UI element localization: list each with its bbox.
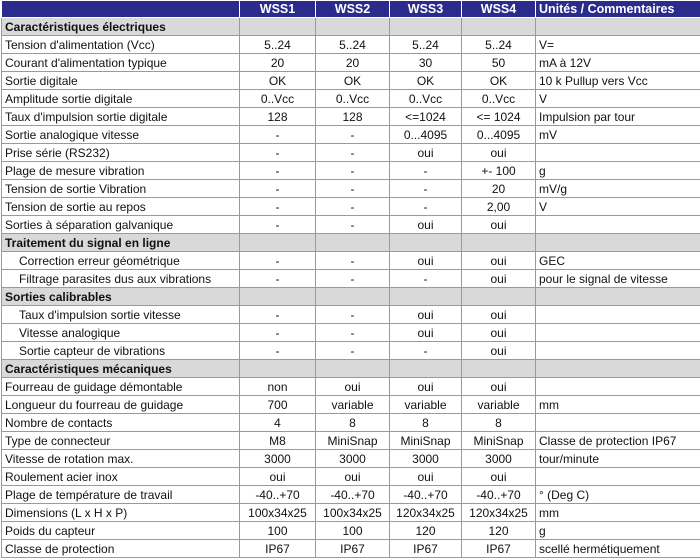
section-header-cell (462, 360, 536, 378)
comment-cell: mm (536, 504, 700, 522)
value-cell: oui (390, 324, 462, 342)
value-cell: 100 (316, 522, 390, 540)
section-header-cell (240, 18, 316, 36)
value-cell: 0..Vcc (316, 90, 390, 108)
table-row (2, 90, 700, 108)
value-cell: 3000 (390, 450, 462, 468)
table-row (2, 252, 700, 270)
comment-cell: tour/minute (536, 450, 700, 468)
table-row (2, 144, 700, 162)
value-cell: 20 (462, 180, 536, 198)
row-label: Plage de mesure vibration (2, 162, 240, 180)
row-label: Amplitude sortie digitale (2, 90, 240, 108)
comment-cell: Classe de protection IP67 (536, 432, 700, 450)
row-label: Nombre de contacts (2, 414, 240, 432)
value-cell: oui (462, 306, 536, 324)
value-cell: - (316, 126, 390, 144)
value-cell: 3000 (240, 450, 316, 468)
table-row (2, 378, 700, 396)
value-cell: oui (462, 324, 536, 342)
value-cell: IP67 (240, 540, 316, 558)
comment-cell: GEC (536, 252, 700, 270)
section-header-cell (462, 18, 536, 36)
value-cell: - (240, 270, 316, 288)
section-header-cell (536, 18, 700, 36)
value-cell: oui (390, 378, 462, 396)
value-cell: - (316, 180, 390, 198)
value-cell: -40..+70 (462, 486, 536, 504)
section-header-cell (316, 234, 390, 252)
value-cell: - (316, 216, 390, 234)
row-label: Prise série (RS232) (2, 144, 240, 162)
value-cell: - (240, 252, 316, 270)
value-cell: 3000 (316, 450, 390, 468)
value-cell: oui (390, 306, 462, 324)
row-label: Taux d'impulsion sortie vitesse (2, 306, 240, 324)
section-title: Caractéristiques électriques (2, 18, 240, 36)
row-label: Tension d'alimentation (Vcc) (2, 36, 240, 54)
comment-cell: V (536, 90, 700, 108)
section-header-cell (316, 18, 390, 36)
value-cell: 0...4095 (390, 126, 462, 144)
value-cell: -40..+70 (316, 486, 390, 504)
value-cell: OK (390, 72, 462, 90)
value-cell: oui (462, 342, 536, 360)
value-cell: variable (316, 396, 390, 414)
row-label: Taux d'impulsion sortie digitale (2, 108, 240, 126)
table-row (2, 432, 700, 450)
value-cell: oui (316, 468, 390, 486)
table-row (2, 162, 700, 180)
value-cell: oui (462, 216, 536, 234)
section-header-cell (240, 234, 316, 252)
table-row (2, 36, 700, 54)
table-row (2, 450, 700, 468)
comment-cell (536, 378, 700, 396)
section-header-cell (536, 360, 700, 378)
value-cell: IP67 (390, 540, 462, 558)
value-cell: - (316, 342, 390, 360)
value-cell: +- 100 (462, 162, 536, 180)
section-header-cell (390, 234, 462, 252)
column-header-wss3: WSS3 (390, 1, 462, 18)
value-cell: MiniSnap (462, 432, 536, 450)
value-cell: 0..Vcc (462, 90, 536, 108)
header-blank (2, 1, 240, 18)
value-cell: - (240, 216, 316, 234)
comment-cell: mV/g (536, 180, 700, 198)
value-cell: 8 (390, 414, 462, 432)
table-row (2, 72, 700, 90)
value-cell: oui (462, 270, 536, 288)
row-label: Sortie analogique vitesse (2, 126, 240, 144)
column-header-comments: Unités / Commentaires (536, 1, 700, 18)
comment-cell (536, 414, 700, 432)
column-header-wss4: WSS4 (462, 1, 536, 18)
value-cell: oui (390, 216, 462, 234)
value-cell: 5..24 (316, 36, 390, 54)
value-cell: - (240, 324, 316, 342)
section-header-cell (240, 288, 316, 306)
comment-cell: Impulsion par tour (536, 108, 700, 126)
section-header-row (2, 288, 700, 306)
value-cell: oui (316, 378, 390, 396)
value-cell: variable (462, 396, 536, 414)
value-cell: 128 (240, 108, 316, 126)
value-cell: variable (390, 396, 462, 414)
row-label: Poids du capteur (2, 522, 240, 540)
table-row (2, 324, 700, 342)
value-cell: 100 (240, 522, 316, 540)
value-cell: - (240, 126, 316, 144)
value-cell: -40..+70 (240, 486, 316, 504)
value-cell: 700 (240, 396, 316, 414)
value-cell: - (316, 306, 390, 324)
row-label: Vitesse de rotation max. (2, 450, 240, 468)
value-cell: - (390, 198, 462, 216)
value-cell: non (240, 378, 316, 396)
value-cell: oui (390, 144, 462, 162)
value-cell: - (240, 306, 316, 324)
value-cell: IP67 (316, 540, 390, 558)
value-cell: oui (462, 252, 536, 270)
value-cell: oui (240, 468, 316, 486)
row-label: Longueur du fourreau de guidage (2, 396, 240, 414)
spec-table (1, 0, 700, 558)
column-header-wss2: WSS2 (316, 1, 390, 18)
value-cell: - (316, 252, 390, 270)
table-row (2, 522, 700, 540)
section-header-cell (462, 234, 536, 252)
section-title: Caractéristiques mécaniques (2, 360, 240, 378)
value-cell: 128 (316, 108, 390, 126)
section-header-cell (316, 360, 390, 378)
value-cell: 4 (240, 414, 316, 432)
value-cell: OK (240, 72, 316, 90)
section-header-cell (462, 288, 536, 306)
row-label: Roulement acier inox (2, 468, 240, 486)
row-label: Filtrage parasites dus aux vibrations (2, 270, 240, 288)
section-title: Sorties calibrables (2, 288, 240, 306)
value-cell: OK (316, 72, 390, 90)
comment-cell (536, 324, 700, 342)
row-label: Sortie capteur de vibrations (2, 342, 240, 360)
comment-cell: 10 k Pullup vers Vcc (536, 72, 700, 90)
section-header-cell (316, 288, 390, 306)
table-row (2, 216, 700, 234)
comment-cell: g (536, 162, 700, 180)
value-cell: 8 (316, 414, 390, 432)
row-label: Type de connecteur (2, 432, 240, 450)
value-cell: oui (390, 468, 462, 486)
table-row (2, 270, 700, 288)
comment-cell (536, 144, 700, 162)
value-cell: 50 (462, 54, 536, 72)
column-header-wss1: WSS1 (240, 1, 316, 18)
comment-cell (536, 468, 700, 486)
section-header-row (2, 234, 700, 252)
section-header-cell (536, 288, 700, 306)
value-cell: - (390, 342, 462, 360)
row-label: Fourreau de guidage démontable (2, 378, 240, 396)
table-row (2, 414, 700, 432)
value-cell: - (390, 180, 462, 198)
value-cell: - (390, 270, 462, 288)
row-label: Courant d'alimentation typique (2, 54, 240, 72)
value-cell: 5..24 (240, 36, 316, 54)
value-cell: 120x34x25 (390, 504, 462, 522)
table-row (2, 342, 700, 360)
value-cell: 0..Vcc (390, 90, 462, 108)
value-cell: 0...4095 (462, 126, 536, 144)
row-label: Sortie digitale (2, 72, 240, 90)
value-cell: - (240, 144, 316, 162)
comment-cell (536, 306, 700, 324)
value-cell: - (240, 342, 316, 360)
value-cell: <= 1024 (462, 108, 536, 126)
comment-cell: mm (536, 396, 700, 414)
value-cell: 30 (390, 54, 462, 72)
section-header-row (2, 360, 700, 378)
comment-cell: pour le signal de vitesse (536, 270, 700, 288)
row-label: Tension de sortie au repos (2, 198, 240, 216)
value-cell: 120 (462, 522, 536, 540)
row-label: Vitesse analogique (2, 324, 240, 342)
table-row (2, 126, 700, 144)
value-cell: - (240, 180, 316, 198)
section-title: Traitement du signal en ligne (2, 234, 240, 252)
comment-cell: mA à 12V (536, 54, 700, 72)
section-header-cell (240, 360, 316, 378)
comment-cell: scellé hermétiquement (536, 540, 700, 558)
comment-cell: V (536, 198, 700, 216)
value-cell: M8 (240, 432, 316, 450)
value-cell: 100x34x25 (316, 504, 390, 522)
table-row (2, 396, 700, 414)
table-row (2, 504, 700, 522)
value-cell: - (240, 198, 316, 216)
value-cell: 120x34x25 (462, 504, 536, 522)
section-header-cell (390, 360, 462, 378)
value-cell: OK (462, 72, 536, 90)
comment-cell: g (536, 522, 700, 540)
table-row (2, 54, 700, 72)
row-label: Classe de protection (2, 540, 240, 558)
value-cell: 3000 (462, 450, 536, 468)
table-row (2, 306, 700, 324)
section-header-cell (536, 234, 700, 252)
comment-cell: mV (536, 126, 700, 144)
table-row (2, 108, 700, 126)
section-header-cell (390, 288, 462, 306)
value-cell: oui (462, 378, 536, 396)
value-cell: - (240, 162, 316, 180)
value-cell: - (316, 144, 390, 162)
value-cell: oui (462, 144, 536, 162)
row-label: Correction erreur géométrique (2, 252, 240, 270)
value-cell: 0..Vcc (240, 90, 316, 108)
value-cell: 2,00 (462, 198, 536, 216)
value-cell: MiniSnap (390, 432, 462, 450)
value-cell: 5..24 (390, 36, 462, 54)
spec-table-body (2, 1, 700, 558)
table-row (2, 198, 700, 216)
value-cell: - (316, 270, 390, 288)
row-label: Plage de température de travail (2, 486, 240, 504)
table-row (2, 180, 700, 198)
comment-cell: V= (536, 36, 700, 54)
value-cell: 5..24 (462, 36, 536, 54)
value-cell: MiniSnap (316, 432, 390, 450)
value-cell: IP67 (462, 540, 536, 558)
value-cell: - (316, 162, 390, 180)
value-cell: - (390, 162, 462, 180)
row-label: Dimensions (L x H x P) (2, 504, 240, 522)
table-row (2, 468, 700, 486)
value-cell: - (316, 324, 390, 342)
table-row (2, 540, 700, 558)
comment-cell: ° (Deg C) (536, 486, 700, 504)
value-cell: 8 (462, 414, 536, 432)
row-label: Tension de sortie Vibration (2, 180, 240, 198)
comment-cell (536, 216, 700, 234)
section-header-cell (390, 18, 462, 36)
value-cell: 120 (390, 522, 462, 540)
table-row (2, 486, 700, 504)
section-header-row (2, 18, 700, 36)
value-cell: oui (390, 252, 462, 270)
value-cell: 20 (316, 54, 390, 72)
value-cell: <=1024 (390, 108, 462, 126)
value-cell: oui (462, 468, 536, 486)
value-cell: 100x34x25 (240, 504, 316, 522)
value-cell: -40..+70 (390, 486, 462, 504)
value-cell: 20 (240, 54, 316, 72)
header-row (2, 1, 700, 18)
row-label: Sorties à séparation galvanique (2, 216, 240, 234)
comment-cell (536, 342, 700, 360)
value-cell: - (316, 198, 390, 216)
